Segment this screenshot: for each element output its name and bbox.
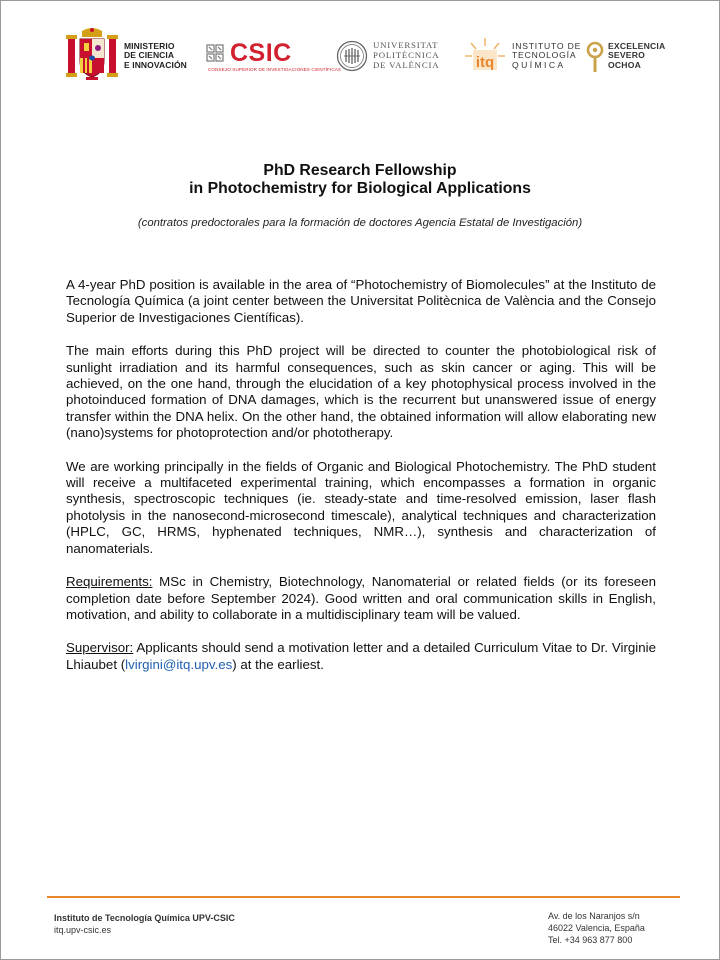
- csic-logo: [206, 26, 341, 86]
- spain-coat-of-arms-icon: [66, 27, 118, 85]
- itq-mark-icon: [463, 36, 507, 76]
- document-body: [66, 277, 656, 690]
- footer-address: [548, 910, 645, 946]
- csic-emblem-icon: [206, 44, 224, 62]
- paragraph-project: The main efforts during this PhD project will be directed to counter the photobiological risk of sunlight irradiation and its harmful consequences, such as skin cancer or aging. This will be achieved, on the one hand, through the elucidation of a key photophysical process involved in the photoinduced formation of DNA damages, which is the recurrent but unanswered issue of energy transfer within the DNA helix. On the other hand, the obtained information will allow elaborating new (nano)systems for photoprotection and/or phototherapy.: [66, 343, 656, 441]
- document-title: [0, 162, 720, 198]
- requirements-text: MSc in Chemistry, Biotechnology, Nanomaterial or related fields (or its foreseen completion date before September 2024). Good written and oral communication skills in English, motivation, and ability to collaborate in a multidisciplinary team will be valued.: [66, 574, 656, 622]
- itq-name: INSTITUTO DE TECNOLOGÍA QUÍMICA: [512, 40, 582, 70]
- upv-logo: [336, 26, 439, 86]
- severo-ochoa-logo: [586, 26, 665, 86]
- upv-name: UNIVERSITAT POLITÈCNICA DE VALÈNCIA: [373, 40, 440, 70]
- itq-mark-text: itq: [475, 54, 495, 71]
- footer-address-line-1: Av. de los Naranjos s/n: [548, 911, 640, 921]
- footer-left: [54, 912, 235, 936]
- paragraph-position: A 4-year PhD position is available in the area of “Photochemistry of Biomolecules” at the Instituto de Tecnología Química (a joint center between the Universitat Politècnica de València and the Consejo Superior de Investigaciones Científicas).: [66, 277, 656, 325]
- footer-website[interactable]: itq.upv-csic.es: [54, 925, 112, 935]
- paragraph-training: We are working principally in the fields of Organic and Biological Photochemistry. The PhD student will receive a multifaceted experimental training, which encompasses a formation in organic synthesis, spectroscopic techniques (ie. steady-state and time-resolved emission, laser flash photolysis in the nanosecond-microsecond timescale), analytical techniques and characterization (HPLC, GC, HRMS, hyphenated techniques, NMR…), synthesis and characterization of nanomaterials.: [66, 458, 656, 556]
- itq-logo: [463, 26, 581, 86]
- paragraph-supervisor: [66, 640, 656, 673]
- supervisor-text-end: ) at the earliest.: [232, 656, 324, 672]
- footer-address-line-2: 46022 Valencia, España: [548, 923, 645, 933]
- csic-wordmark: CSIC: [230, 39, 292, 67]
- footer-institute: Instituto de Tecnología Química UPV-CSIC: [54, 913, 235, 923]
- csic-subtitle: CONSEJO SUPERIOR DE INVESTIGACIONES CIENTÍFICAS: [208, 67, 342, 72]
- title-line-1: PhD Research Fellowship: [263, 162, 457, 179]
- requirements-label: Requirements:: [66, 574, 153, 590]
- ministry-logo: [66, 26, 187, 86]
- title-line-2: in Photochemistry for Biological Applications: [189, 180, 531, 197]
- severo-ochoa-name: EXCELENCIA SEVERO OCHOA: [608, 40, 666, 70]
- supervisor-email-link[interactable]: lvirgini@itq.upv.es: [125, 656, 233, 672]
- footer-phone: Tel. +34 963 877 800: [548, 935, 633, 945]
- ministry-name: MINISTERIO DE CIENCIA E INNOVACIÓN: [124, 40, 187, 70]
- footer-divider: [47, 896, 680, 898]
- document-subtitle: (contratos predoctorales para la formación de doctores Agencia Estatal de Investigación): [137, 217, 583, 229]
- upv-seal-icon: [336, 40, 368, 72]
- severo-ochoa-emblem-icon: [586, 39, 604, 73]
- supervisor-label: Supervisor:: [66, 640, 134, 656]
- supervisor-text: Applicants should send a motivation letter and a detailed Curriculum Vitae to Dr. Virginie Lhiaubet (: [66, 640, 656, 672]
- paragraph-requirements: [66, 574, 656, 623]
